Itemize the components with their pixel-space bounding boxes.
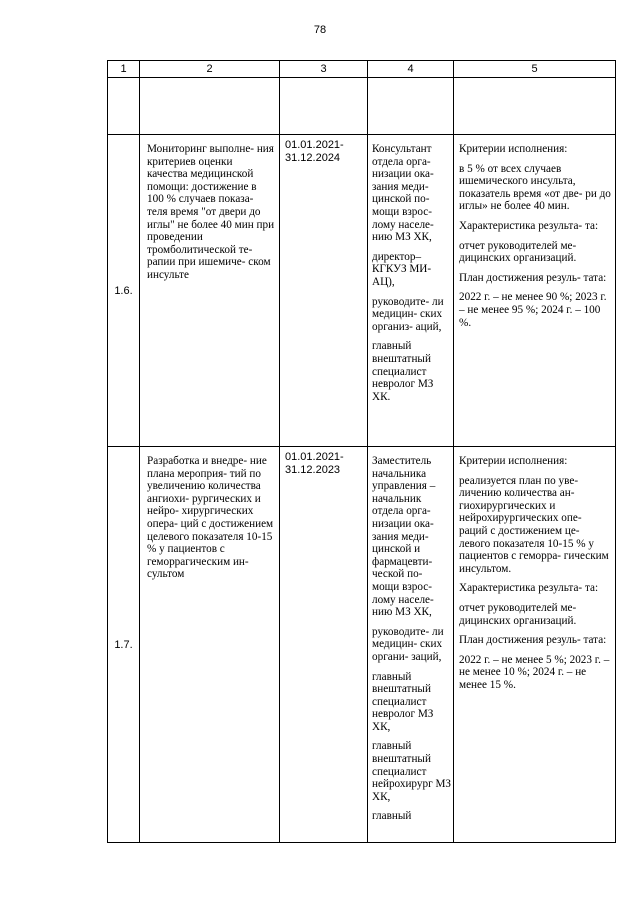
blank-cell (280, 78, 368, 135)
results-item: отчет руководителей ме- дицинских организаций. (459, 601, 577, 627)
responsible-item: главный (372, 810, 412, 823)
results-item: в 5 % от всех случаев ишемического инсульта, показатель время «от две- ри до иглы» не более 40 мин. (459, 162, 611, 213)
column-header-5: 5 (454, 61, 616, 78)
plan-table (107, 60, 616, 843)
table-row-1-6 (108, 135, 616, 447)
column-header-3: 3 (280, 61, 368, 78)
results-item: 2022 г. – не менее 90 %; 2023 г. – не менее 95 %; 2024 г. – 100 %. (459, 291, 607, 329)
results-item: План достижения резуль- тата: (459, 634, 607, 647)
activity-text: Разработка и внедре- ние плана мероприя- тий по увеличению количества ангиохи- рургических и нейро- хирургических опера- ций с достижением целевого показателя 10-15 % у пациентов с геморрагическим ин- сультом (140, 447, 280, 843)
column-header-1: 1 (108, 61, 140, 78)
responsible-item: руководите- ли медицин- ских органи- заций, (372, 625, 444, 663)
responsible-item: главный внештатный специалист невролог МЗ ХК, (372, 670, 434, 733)
blank-cell (108, 78, 140, 135)
page-number: 78 (313, 24, 327, 36)
row-number: 1.7. (108, 447, 140, 843)
date-range: 01.01.2021- 31.12.2024 (280, 135, 368, 447)
results-item: отчет руководителей ме- дицинских организаций. (459, 239, 577, 265)
results-item: реализуется план по уве- личению количества ан- гиохирургических и нейрохирургических опе- раций с достижением це- левого показателя 10-15 % у пациентов с геморра- гическим инсультом. (459, 474, 609, 575)
responsible-item: главный внештатный специалист невролог МЗ ХК. (372, 340, 434, 403)
column-number-row (108, 61, 616, 78)
activity-text: Мониторинг выполне- ния критериев оценки качества медицинской помощи: достижение в 100 % случаев показа- теля время "от двери до иглы" не более 40 мин при проведении тромболитической те- рапии при ишемиче- ском инсульте (140, 135, 280, 447)
results-item: Характеристика результа- та: (459, 219, 599, 232)
responsible-cell (368, 135, 454, 447)
results-item: Критерии исполнения: (459, 455, 568, 467)
date-range: 01.01.2021- 31.12.2023 (280, 447, 368, 843)
responsible-cell (368, 447, 454, 843)
responsible-item: директор– КГКУЗ МИ- АЦ), (372, 250, 432, 288)
responsible-item: Консультант отдела орга- низации ока- зания меди- цинской по- мощи взрос- лому населе- нию МЗ ХК, (372, 143, 434, 244)
results-item: Характеристика результа- та: (459, 582, 599, 595)
blank-cell (140, 78, 280, 135)
table-row-1-7 (108, 447, 616, 843)
responsible-item: главный внештатный специалист нейрохирург МЗ ХК, (372, 740, 452, 803)
responsible-item: Заместитель начальника управления – начальник отдела орга- низации ока- зания меди- цинской и фармацевти- ческой по- мощи взрос- лому населе- нию МЗ ХК, (372, 455, 436, 619)
blank-cell (368, 78, 454, 135)
responsible-item: руководите- ли медицин- ских организ- аций, (372, 295, 444, 333)
blank-row (108, 78, 616, 135)
blank-cell (454, 78, 616, 135)
results-cell (454, 447, 616, 843)
column-header-2: 2 (140, 61, 280, 78)
results-item: Критерии исполнения: (459, 143, 568, 155)
results-item: План достижения резуль- тата: (459, 271, 607, 284)
results-cell (454, 135, 616, 447)
results-item: 2022 г. – не менее 5 %; 2023 г. – не менее 10 %; 2024 г. – не менее 15 %. (459, 653, 610, 691)
column-header-4: 4 (368, 61, 454, 78)
row-number: 1.6. (108, 135, 140, 447)
